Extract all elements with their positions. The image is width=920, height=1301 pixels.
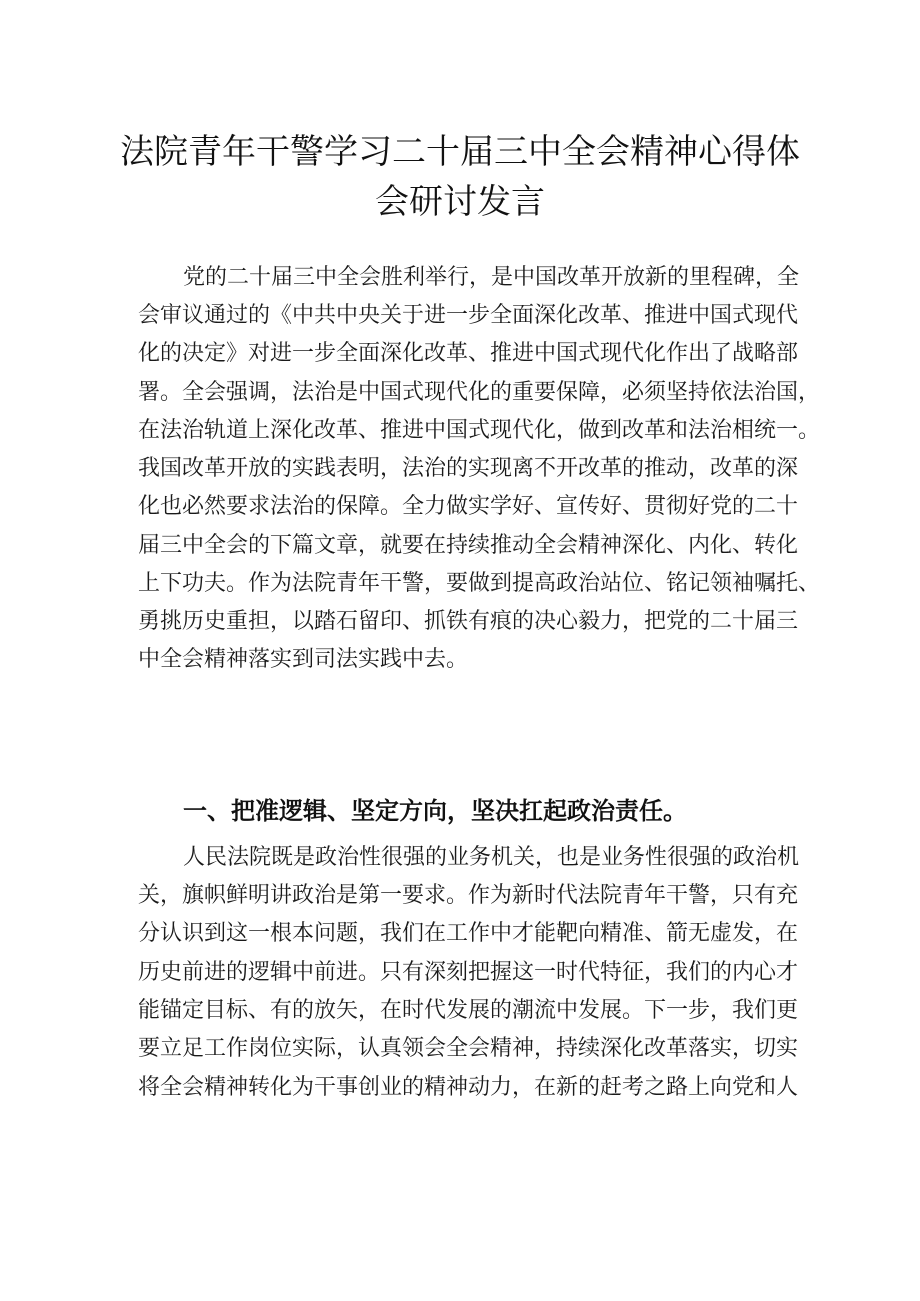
paragraph-line: 关，旗帜鲜明讲政治是第一要求。作为新时代法院青年干警，只有充 — [138, 883, 799, 908]
paragraph-line: 会审议通过的《中共中央关于进一步全面深化改革、推进中国式现代 — [138, 303, 799, 328]
paragraph-line: 能锚定目标、有的放矢，在时代发展的潮流中发展。下一步，我们更 — [138, 998, 799, 1023]
paragraph-line: 中全会精神落实到司法实践中去。 — [138, 647, 469, 672]
paragraph-line: 人民法院既是政治性很强的业务机关，也是业务性很强的政治机 — [183, 845, 800, 870]
paragraph-line: 化也必然要求法治的保障。全力做实学好、宣传好、贯彻好党的二十 — [138, 494, 799, 519]
paragraph-line: 历史前进的逻辑中前进。只有深刻把握这一时代特征，我们的内心才 — [138, 960, 799, 985]
paragraph-line: 上下功夫。作为法院青年干警，要做到提高政治站位、铭记领袖嘱托、 — [138, 571, 821, 596]
paragraph-line: 分认识到这一根本问题，我们在工作中才能靶向精准、箭无虚发，在 — [138, 921, 799, 946]
paragraph-line: 署。全会强调，法治是中国式现代化的重要保障，必须坚持依法治国， — [138, 380, 821, 405]
paragraph-line: 在法治轨道上深化改革、推进中国式现代化，做到改革和法治相统一。 — [138, 418, 821, 443]
paragraph-line: 我国改革开放的实践表明，法治的实现离不开改革的推动，改革的深 — [138, 456, 799, 481]
document-title-line-2: 会研讨发言 — [375, 182, 545, 222]
paragraph-line: 届三中全会的下篇文章，就要在持续推动全会精神深化、内化、转化 — [138, 533, 799, 558]
paragraph-line: 化的决定》对进一步全面深化改革、推进中国式现代化作出了战略部 — [138, 341, 799, 366]
paragraph-line: 将全会精神转化为干事创业的精神动力，在新的赶考之路上向党和人 — [138, 1075, 799, 1100]
section-heading-1: 一、把准逻辑、坚定方向，坚决扛起政治责任。 — [183, 797, 687, 825]
document-title-line-1: 法院青年干警学习二十届三中全会精神心得体 — [120, 132, 800, 172]
paragraph-line: 要立足工作岗位实际，认真领会全会精神，持续深化改革落实，切实 — [138, 1036, 799, 1061]
paragraph-line: 党的二十届三中全会胜利举行，是中国改革开放新的里程碑，全 — [183, 265, 800, 290]
paragraph-line: 勇挑历史重担，以踏石留印、抓铁有痕的决心毅力，把党的二十届三 — [138, 609, 799, 634]
